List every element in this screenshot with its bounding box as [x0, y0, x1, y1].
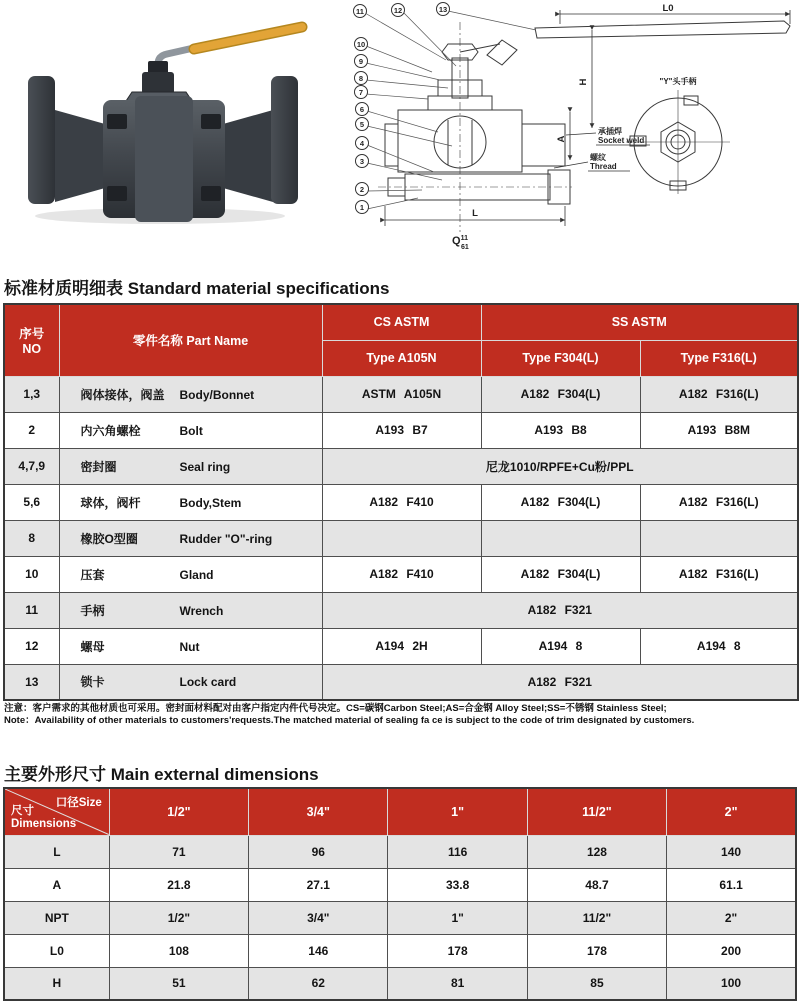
valve-outline — [378, 21, 790, 232]
material-value-2: A182 F316(L) — [640, 484, 798, 520]
part-name-en: Nut — [179, 639, 200, 654]
dims-row-NPT — [4, 901, 796, 934]
dims-label: A — [4, 868, 109, 901]
dims-row-L — [4, 835, 796, 868]
material-span-value: 尼龙1010/RPFE+Cu粉/PPL — [322, 448, 798, 484]
material-row-4,7,9 — [4, 448, 798, 484]
part-name-en: Body,Stem — [179, 495, 242, 510]
dims-value-2: 1" — [388, 901, 527, 934]
right-flange — [271, 76, 298, 204]
part-name-en: Gland — [179, 567, 214, 582]
part-name-en: Wrench — [179, 603, 224, 618]
material-row-2 — [4, 412, 798, 448]
valve-section-drawing — [330, 0, 800, 258]
material-specifications-table — [3, 303, 799, 701]
bolt-bottom-left — [107, 186, 127, 201]
stem-nut — [142, 72, 174, 94]
dims-value-0: 108 — [109, 934, 248, 967]
svg-text:1: 1 — [359, 202, 365, 212]
callout-13 — [437, 3, 537, 31]
header-size-2: 1" — [388, 788, 527, 835]
dims-value-0: 1/2" — [109, 901, 248, 934]
material-value-0: ASTM A105N — [322, 376, 481, 412]
header-size-1: 3/4" — [249, 788, 388, 835]
callout-8 — [355, 72, 449, 89]
dims-value-3: 48.7 — [527, 868, 666, 901]
part-no: 11 — [4, 592, 59, 628]
callout-4 — [356, 137, 435, 173]
material-row-8 — [4, 520, 798, 556]
material-title-cn: 标准材质明细表 — [4, 279, 123, 298]
part-no: 5,6 — [4, 484, 59, 520]
svg-text:7: 7 — [358, 87, 364, 97]
dims-label: L0 — [4, 934, 109, 967]
corner-dimensions-label: 尺寸 Dimensions — [11, 805, 77, 831]
dims-value-0: 21.8 — [109, 868, 248, 901]
material-value-2 — [640, 520, 798, 556]
dims-row-A — [4, 868, 796, 901]
part-no: 8 — [4, 520, 59, 556]
material-value-1 — [481, 520, 640, 556]
footnote-line-en: Note：Availability of other materials to customers'requests.The matched material of sealing fa ce is subject to the code of trim designated by customers. — [4, 715, 695, 727]
part-name — [59, 592, 322, 628]
part-name — [59, 484, 322, 520]
part-name — [59, 556, 322, 592]
dims-label: L — [4, 835, 109, 868]
material-value-0: A194 2H — [322, 628, 481, 664]
svg-text:3: 3 — [359, 156, 365, 166]
header-type-a105n: Type A105N — [322, 340, 481, 376]
top-view-label: "Y"头手柄 — [659, 77, 697, 86]
material-value-1: A182 F304(L) — [481, 556, 640, 592]
dimensions-section-title — [4, 760, 319, 785]
part-name-cn: 球体，阀杆 — [80, 495, 141, 510]
header-cs-astm: CS ASTM — [322, 304, 481, 340]
part-name — [59, 412, 322, 448]
part-name-cn: 内六角螺栓 — [80, 423, 141, 438]
header-size-4: 2" — [667, 788, 796, 835]
dims-table-body — [4, 835, 796, 1000]
header-corner-cell — [4, 788, 109, 835]
dims-label: H — [4, 967, 109, 1000]
dims-value-4: 200 — [667, 934, 796, 967]
dims-table-header — [4, 788, 796, 835]
dim-h-label: H — [578, 78, 589, 86]
header-part-en: Part Name — [186, 334, 249, 349]
svg-text:10: 10 — [356, 39, 366, 49]
part-no: 12 — [4, 628, 59, 664]
dims-value-1: 3/4" — [249, 901, 388, 934]
header-no — [4, 304, 59, 376]
dims-value-1: 146 — [249, 934, 388, 967]
callout-2 — [356, 183, 423, 196]
dims-value-0: 71 — [109, 835, 248, 868]
material-value-0: A182 F410 — [322, 556, 481, 592]
part-name-en: Body/Bonnet — [179, 387, 255, 402]
header-type-f304: Type F304(L) — [481, 340, 640, 376]
part-name-cn: 密封圈 — [80, 459, 117, 474]
svg-text:13: 13 — [438, 4, 448, 14]
svg-text:5: 5 — [359, 119, 365, 129]
part-name-cn: 压套 — [80, 567, 105, 582]
valve-photo-illustration — [8, 14, 320, 229]
header-no-cn: 序号 — [19, 327, 45, 342]
part-no: 2 — [4, 412, 59, 448]
svg-text:12: 12 — [393, 5, 403, 15]
socket-weld-cn: 承插焊 — [598, 127, 622, 136]
callout-3 — [356, 155, 443, 181]
svg-text:9: 9 — [358, 56, 364, 66]
dims-value-2: 116 — [388, 835, 527, 868]
thread-cn: 螺纹 — [590, 153, 606, 162]
part-name-cn: 手柄 — [80, 603, 105, 618]
svg-text:2: 2 — [359, 184, 365, 194]
footnote — [4, 703, 796, 728]
valve-body-band — [135, 96, 193, 222]
part-name-en: Seal ring — [179, 459, 231, 474]
part-name — [59, 664, 322, 700]
dims-row-H — [4, 967, 796, 1000]
part-name-cn: 螺母 — [80, 639, 105, 654]
material-value-1: A194 8 — [481, 628, 640, 664]
callout-10 — [355, 38, 433, 73]
bolt-top-right — [201, 114, 221, 129]
left-flange — [28, 76, 55, 204]
callout-7 — [355, 86, 429, 100]
dims-value-3: 85 — [527, 967, 666, 1000]
dims-value-4: 140 — [667, 835, 796, 868]
top-view — [626, 90, 730, 194]
technical-drawing — [330, 0, 800, 258]
dims-title-cn: 主要外形尺寸 — [4, 765, 106, 784]
socket-weld-en: Socket weld — [598, 136, 645, 145]
right-pipe — [223, 110, 273, 202]
dims-value-4: 61.1 — [667, 868, 796, 901]
material-row-1,3 — [4, 376, 798, 412]
material-value-0: A182 F410 — [322, 484, 481, 520]
part-name-en: Rudder "O"-ring — [179, 531, 273, 546]
material-value-1: A182 F304(L) — [481, 376, 640, 412]
part-name-cn: 阀体接体，阀盖 — [80, 387, 165, 402]
part-name-en: Lock card — [179, 675, 237, 690]
dims-value-2: 33.8 — [388, 868, 527, 901]
part-no: 4,7,9 — [4, 448, 59, 484]
dim-l0-label: L0 — [662, 3, 674, 14]
part-no: 1,3 — [4, 376, 59, 412]
handle-grip — [194, 27, 302, 49]
material-row-11 — [4, 592, 798, 628]
material-value-2: A193 B8M — [640, 412, 798, 448]
thread-en: Thread — [590, 162, 617, 171]
dim-l-label: L — [472, 208, 478, 219]
dims-value-3: 178 — [527, 934, 666, 967]
part-name — [59, 628, 322, 664]
material-value-1: A193 B8 — [481, 412, 640, 448]
header-part-name — [59, 304, 322, 376]
dims-row-L0 — [4, 934, 796, 967]
header-part-cn: 零件名称 — [132, 334, 183, 349]
material-value-1: A182 F304(L) — [481, 484, 640, 520]
external-dimensions-table — [3, 787, 797, 1001]
material-value-2: A182 F316(L) — [640, 556, 798, 592]
svg-text:8: 8 — [358, 73, 364, 83]
figure-code: $Q^{11}$ 61 — [452, 235, 469, 251]
connection-labels — [590, 126, 644, 171]
dims-value-3: 128 — [527, 835, 666, 868]
part-name — [59, 520, 322, 556]
callout-group — [354, 3, 537, 214]
dims-value-1: 96 — [249, 835, 388, 868]
part-no: 10 — [4, 556, 59, 592]
corner-size-label: 口径Size — [55, 797, 102, 809]
material-section-title — [4, 274, 389, 299]
dims-value-1: 27.1 — [249, 868, 388, 901]
part-name-cn: 橡胶O型圈 — [80, 531, 138, 546]
part-name-en: Bolt — [179, 423, 203, 438]
material-row-12 — [4, 628, 798, 664]
bolt-top-left — [107, 114, 127, 129]
bolt-bottom-right — [201, 186, 221, 201]
dims-value-2: 178 — [388, 934, 527, 967]
svg-text:4: 4 — [359, 138, 365, 148]
dims-value-3: 11/2" — [527, 901, 666, 934]
footnote-line-cn: 注意：客户需求的其他材质也可采用。密封面材料配对由客户指定内件代号决定。CS=碳钢Carbon Steel;AS=合金钢 Alloy Steel;SS=不锈钢 Stainless Steel; — [4, 703, 667, 714]
material-row-13 — [4, 664, 798, 700]
dims-value-0: 51 — [109, 967, 248, 1000]
material-table-header — [4, 304, 798, 376]
header-no-en: NO — [22, 342, 42, 357]
dims-label: NPT — [4, 901, 109, 934]
svg-text:11: 11 — [356, 6, 364, 16]
svg-text:6: 6 — [359, 104, 365, 114]
material-span-value: A182 F321 — [322, 592, 798, 628]
header-ss-astm: SS ASTM — [481, 304, 798, 340]
callout-1 — [356, 198, 419, 214]
header-size-0: 1/2" — [109, 788, 248, 835]
material-title-en: Standard material specifications — [127, 279, 390, 298]
header-type-f316: Type F316(L) — [640, 340, 798, 376]
part-name — [59, 448, 322, 484]
product-photo — [8, 14, 320, 229]
material-table-body — [4, 376, 798, 700]
header-size-3: 11/2" — [527, 788, 666, 835]
dims-value-4: 100 — [667, 967, 796, 1000]
part-name-cn: 锁卡 — [80, 675, 105, 690]
left-pipe — [55, 110, 105, 202]
material-value-2: A194 8 — [640, 628, 798, 664]
part-no: 13 — [4, 664, 59, 700]
dimension-lines — [385, 10, 790, 226]
part-name — [59, 376, 322, 412]
dims-value-2: 81 — [388, 967, 527, 1000]
dims-value-4: 2" — [667, 901, 796, 934]
material-value-0: A193 B7 — [322, 412, 481, 448]
dims-title-en: Main external dimensions — [110, 765, 319, 784]
material-span-value: A182 F321 — [322, 664, 798, 700]
material-value-2: A182 F316(L) — [640, 376, 798, 412]
dims-value-1: 62 — [249, 967, 388, 1000]
material-row-5,6 — [4, 484, 798, 520]
material-row-10 — [4, 556, 798, 592]
material-value-0 — [322, 520, 481, 556]
dim-a-label: A — [556, 135, 567, 143]
